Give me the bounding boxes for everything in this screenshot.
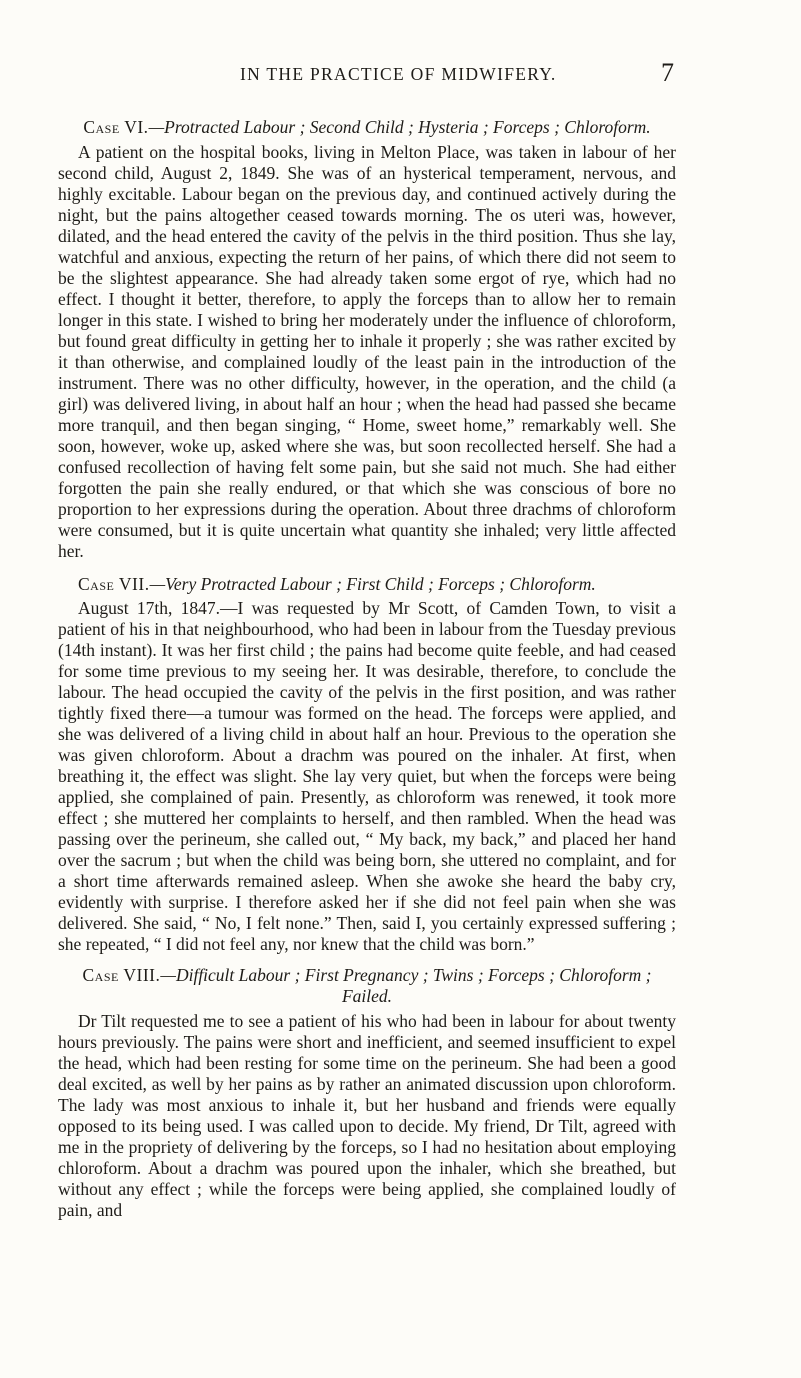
case-title: —Very Protracted Labour ; First Child ; Forceps ; Chloroform. — [149, 574, 596, 594]
case-title: —Difficult Labour ; First Pregnancy ; Twins ; Forceps ; Chloroform ; Failed. — [160, 965, 652, 1006]
running-title: IN THE PRACTICE OF MIDWIFERY. — [240, 64, 557, 84]
case-vi — [58, 117, 676, 562]
case-title: —Protracted Labour ; Second Child ; Hysteria ; Forceps ; Chloroform. — [148, 117, 651, 137]
case-paragraph: August 17th, 1847.—I was requested by Mr Scott, of Camden Town, to visit a patient of his in that neighbourhood, who had been in labour from the Tuesday previous (14th instant). It was her first child ; the pains had become quite feeble, and had ceased for some time previous to my seeing her. It was desirable, therefore, to conclude the labour. The head occupied the cavity of the pelvis in the first position, and was rather tightly fixed there—a tumour was formed on the head. The forceps were applied, and she was delivered of a living child in about half an hour. Previous to the operation she was given chloroform. About a drachm was poured on the inhaler. At first, when breathing it, the effect was slight. She lay very quiet, but when the forceps were being applied, she complained of pain. Presently, as chloroform was renewed, it took more effect ; she muttered her complaints to herself, and then rambled. When the head was passing over the perineum, she called out, “ My back, my back,” and placed her hand over the sacrum ; but when the child was being born, she uttered no complaint, and for a short time afterwards remained asleep. When she awoke she heard the baby cry, evidently with surprise. I therefore asked her if she did not feel pain when she was delivered. She said, “ No, I felt none.” Then, said I, you certainly expressed suffering ; she repeated, “ I did not feel any, nor knew that the child was born.” — [58, 598, 676, 954]
case-paragraph: Dr Tilt requested me to see a patient of his who had been in labour for about twenty hours previously. The pains were short and inefficient, and seemed insufficient to expel the head, which had been resting for some time on the perineum. She had been a good deal excited, as well by her pains as by rather an animated discussion upon chloroform. The lady was most anxious to inhale it, but her husband and friends were equally opposed to its being used. I was called upon to decide. My friend, Dr Tilt, agreed with me in the propriety of delivering by the forceps, so I had no hesitation about employing chloroform. About a drachm was poured upon the inhaler, which she breathed, but without any effect ; while the forceps were being applied, she complained loudly of pain, and — [58, 1011, 676, 1220]
case-heading — [58, 965, 676, 1007]
case-viii — [58, 965, 676, 1221]
case-paragraph: A patient on the hospital books, living in Melton Place, was taken in labour of her second child, August 2, 1849. She was of an hysterical temperament, nervous, and highly excitable. Labour began on the previous day, and continued actively during the night, but the pains altogether ceased towards morning. The os uteri was, however, dilated, and the head entered the cavity of the pelvis in the third position. Thus she lay, watchful and anxious, expecting the return of her pains, of which there did not seem to be the slightest appearance. She had already taken some ergot of rye, which had no effect. I thought it better, therefore, to apply the forceps than to allow her to remain longer in this state. I wished to bring her moderately under the influence of chloroform, but found great difficulty in getting her to inhale it properly ; she was rather excited by it than otherwise, and complained loudly of the least pain in the introduction of the instrument. There was no other difficulty, however, in the operation, and the child (a girl) was delivered living, in about half an hour ; when the head had passed she became more tranquil, and then began singing, “ Home, sweet home,” remarkably well. She soon, however, woke up, asked where she was, but soon recollected herself. She had a confused recollection of having felt some pain, but she said not much. She had either forgotten the pain she really endured, or that which she was conscious of bore no proportion to her expressions during the operation. About three drachms of chloroform were consumed, but it is quite uncertain what quantity she inhaled; very little affected her. — [58, 142, 676, 561]
body-text — [58, 117, 676, 1233]
case-heading — [58, 117, 676, 138]
case-number: Case VI. — [83, 117, 149, 137]
case-heading — [58, 574, 676, 595]
case-number: Case VIII. — [82, 965, 161, 985]
running-head — [0, 60, 801, 90]
page-number: 7 — [661, 58, 674, 87]
case-vii — [58, 574, 676, 955]
case-number: Case VII. — [78, 574, 150, 594]
